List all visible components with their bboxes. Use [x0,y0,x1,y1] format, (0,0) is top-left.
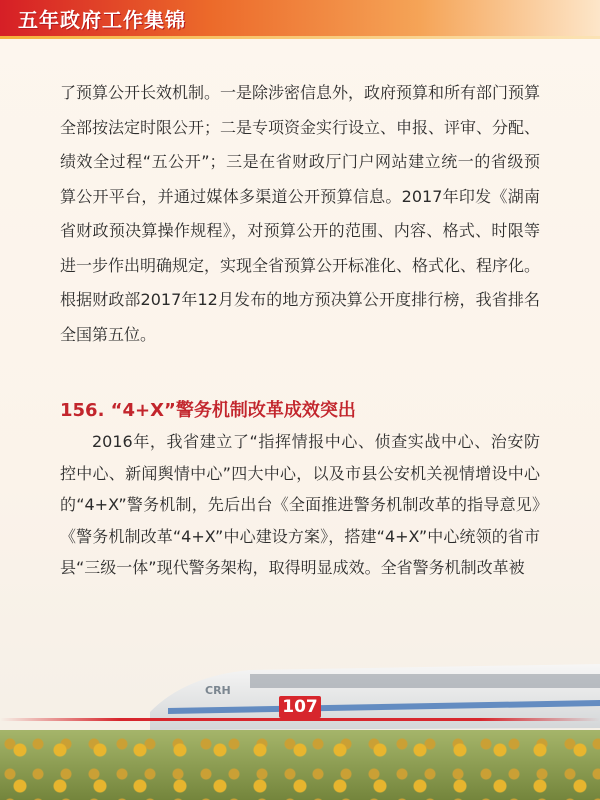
header-bar [0,0,600,36]
paragraph-budget-disclosure: 了预算公开长效机制。一是除涉密信息外，政府预算和所有部门预算全部按法定时限公开；二是专项资金实行设立、申报、评审、分配、绩效全过程“五公开”；三是在省财政厅门户网站建立统一的省级预算公开平台，并通过媒体多渠道公开预算信息。2017年印发《湖南省财政预决算操作规程》，对预算公开的范围、内容、格式、时限等进一步作出明确规定，实现全省预算公开标准化、格式化、程序化。根据财政部2017年12月发布的地方预决算公开度排行榜，我省排名全国第五位。 [60,83,541,344]
train-badge: CRH [205,684,231,697]
section-body: 2016年，我省建立了“指挥情报中心、侦查实战中心、治安防控中心、新闻舆情中心”四大中心，以及市县公安机关视情增设中心的“4+X”警务机制，先后出台《全面推进警务机制改革的指导意见》《警务机制改革“4+X”中心建设方案》，搭建“4+X”中心统领的省市县“三级一体”现代警务架构，取得明显成效。全省警务机制改革被 [60,432,540,577]
page-number-badge [279,696,321,718]
page-number: 107 [282,697,318,717]
sunflower-field [0,730,600,800]
train-window-band [250,674,600,688]
header-stripe [0,36,600,39]
header-title: 五年政府工作集锦 [18,8,186,32]
main-content [60,76,540,584]
section-title: 156. “4+X”警务机制改革成效突出 [60,400,356,421]
page-number-rule [0,718,600,721]
